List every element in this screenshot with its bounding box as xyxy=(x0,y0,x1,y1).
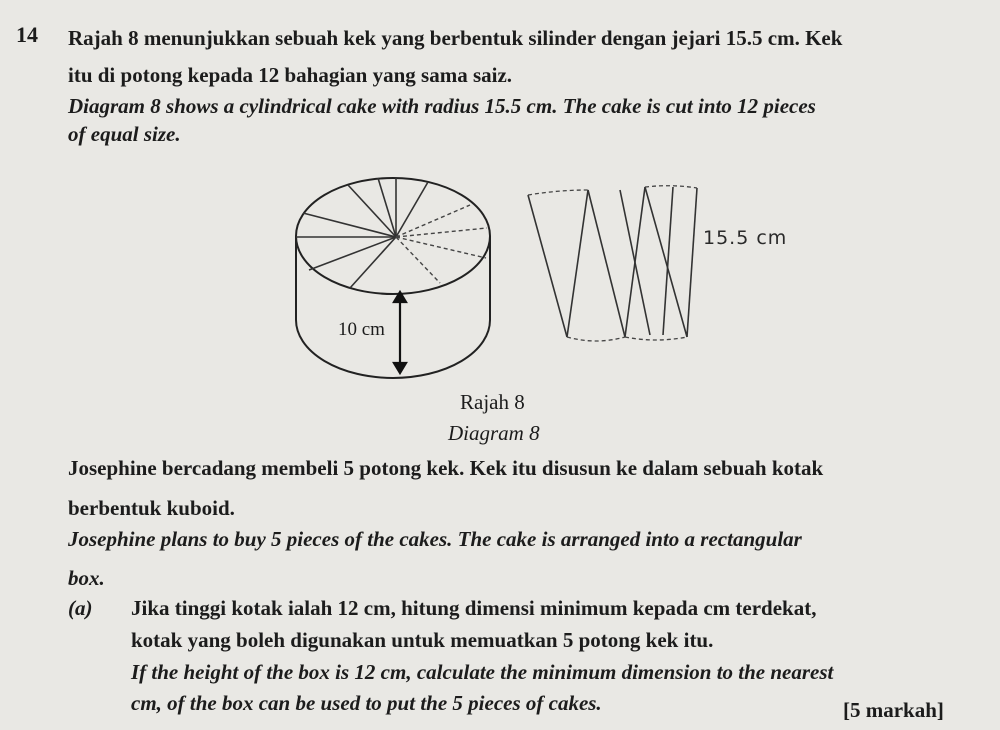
part-a-malay-line1: Jika tinggi kotak ialah 12 cm, hitung dimensi minimum kepada cm terdekat, xyxy=(131,596,817,620)
arrow-down-head xyxy=(394,363,406,373)
body-english-line1: Josephine plans to buy 5 pieces of the cakes. The cake is arranged into a rectangular xyxy=(68,527,802,551)
cake-pieces-net xyxy=(528,187,697,337)
figure-caption-malay: Rajah 8 xyxy=(460,390,525,414)
part-a-label: (a) xyxy=(68,596,93,620)
figure-caption-english: Diagram 8 xyxy=(448,421,540,445)
cake-slice-dashed-lines xyxy=(396,205,487,283)
question-text-malay-line1: Rajah 8 menunjukkan sebuah kek yang berbentuk silinder dengan jejari 15.5 cm. Kek xyxy=(68,26,843,50)
part-a-english-line2: cm, of the box can be used to put the 5 pieces of cakes. xyxy=(131,691,602,715)
height-arrow xyxy=(394,292,406,373)
body-malay-line2: berbentuk kuboid. xyxy=(68,496,235,520)
question-text-english-line1: Diagram 8 shows a cylindrical cake with radius 15.5 cm. The cake is cut into 12 pieces xyxy=(68,94,816,118)
height-label: 10 cm xyxy=(338,319,385,340)
body-english-line2: box. xyxy=(68,566,105,590)
body-malay-line1: Josephine bercadang membeli 5 potong kek. Kek itu disusun ke dalam sebuah kotak xyxy=(68,456,824,480)
cylinder-cake xyxy=(296,178,490,378)
marks-label: [5 markah] xyxy=(843,698,944,722)
part-a-malay-line2: kotak yang boleh digunakan untuk memuatkan 5 potong kek itu. xyxy=(131,628,714,652)
question-number: 14 xyxy=(16,22,38,47)
radius-label-handwritten: 15.5 cm xyxy=(703,227,788,249)
cake-bottom-arc xyxy=(296,320,490,378)
question-text-malay-line2: itu di potong kepada 12 bahagian yang sama saiz. xyxy=(68,63,513,87)
question-text-english-line2: of equal size. xyxy=(68,122,181,146)
part-a-english-line1: If the height of the box is 12 cm, calculate the minimum dimension to the nearest xyxy=(131,660,834,684)
